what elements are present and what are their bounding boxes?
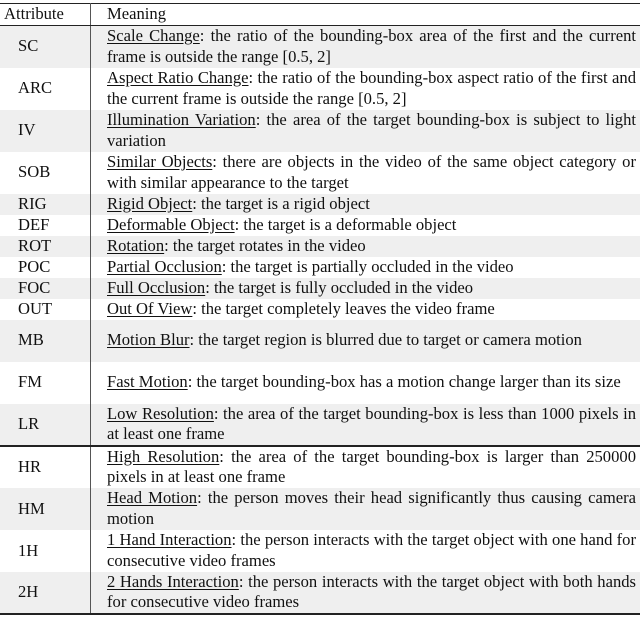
table-row bbox=[0, 194, 640, 215]
attribute-term: Rigid Object bbox=[107, 194, 192, 213]
attribute-meaning bbox=[91, 257, 640, 278]
table-row bbox=[0, 152, 640, 194]
attribute-code: HM bbox=[0, 488, 91, 530]
attribute-code: MB bbox=[0, 320, 91, 362]
attribute-description: : the area of the target bounding-box is subject to light variation bbox=[107, 110, 636, 150]
table-row bbox=[0, 404, 640, 446]
table-row bbox=[0, 215, 640, 236]
attribute-meaning bbox=[91, 152, 640, 194]
attribute-description: : the target is a rigid object bbox=[192, 194, 370, 213]
attribute-term: Rotation bbox=[107, 236, 164, 255]
table-row bbox=[0, 488, 640, 530]
attribute-meaning bbox=[91, 236, 640, 257]
attribute-term: Similar Objects bbox=[107, 152, 212, 171]
table-row bbox=[0, 278, 640, 299]
attribute-code: SC bbox=[0, 26, 91, 68]
attribute-description: : the area of the target bounding-box is larger than 250000 pixels in at least one frame bbox=[107, 447, 636, 487]
attribute-term: Head Motion bbox=[107, 488, 197, 507]
attribute-code: LR bbox=[0, 404, 91, 446]
attribute-description: : the area of the target bounding-box is less than 1000 pixels in at least one frame bbox=[107, 404, 636, 444]
attribute-term: 1 Hand Interaction bbox=[107, 530, 232, 549]
attribute-meaning bbox=[91, 530, 640, 572]
header-row bbox=[0, 4, 640, 26]
attribute-description: : the ratio of the bounding-box aspect ratio of the first and the current frame is outside the range [0.5, 2] bbox=[107, 68, 636, 108]
attribute-term: 2 Hands Interaction bbox=[107, 572, 239, 591]
attribute-code: RIG bbox=[0, 194, 91, 215]
attribute-description: : there are objects in the video of the same object category or with similar appearance to the target bbox=[107, 152, 636, 192]
attribute-term: Low Resolution bbox=[107, 404, 214, 423]
table-row bbox=[0, 110, 640, 152]
attribute-code: 2H bbox=[0, 572, 91, 614]
attribute-code: FM bbox=[0, 362, 91, 404]
attribute-description: : the person interacts with the target object with both hands for consecutive video frames bbox=[107, 572, 636, 612]
attribute-meaning bbox=[91, 446, 640, 488]
attribute-code: POC bbox=[0, 257, 91, 278]
attribute-code: 1H bbox=[0, 530, 91, 572]
table-row bbox=[0, 236, 640, 257]
attribute-term: Fast Motion bbox=[107, 372, 188, 391]
table-body bbox=[0, 26, 640, 615]
attribute-code: FOC bbox=[0, 278, 91, 299]
attribute-description: : the target region is blurred due to target or camera motion bbox=[190, 330, 582, 349]
attribute-meaning bbox=[91, 362, 640, 404]
attribute-term: Illumination Variation bbox=[107, 110, 256, 129]
attribute-meaning bbox=[91, 404, 640, 446]
attribute-term: Motion Blur bbox=[107, 330, 190, 349]
attribute-description: : the target is a deformable object bbox=[235, 215, 457, 234]
attribute-term: Partial Occlusion bbox=[107, 257, 222, 276]
attribute-code: ROT bbox=[0, 236, 91, 257]
header-meaning: Meaning bbox=[91, 4, 640, 26]
attribute-code: HR bbox=[0, 446, 91, 488]
attribute-description: : the target completely leaves the video frame bbox=[192, 299, 494, 318]
attributes-table bbox=[0, 3, 640, 615]
attribute-code: SOB bbox=[0, 152, 91, 194]
attribute-description: : the ratio of the bounding-box area of the first and the current frame is outside the range [0.5, 2] bbox=[107, 26, 636, 66]
attribute-code: OUT bbox=[0, 299, 91, 320]
table-row bbox=[0, 320, 640, 362]
table-row bbox=[0, 530, 640, 572]
table-row bbox=[0, 68, 640, 110]
attribute-meaning bbox=[91, 299, 640, 320]
attribute-code: ARC bbox=[0, 68, 91, 110]
attribute-description: : the target is fully occluded in the video bbox=[205, 278, 473, 297]
table-row bbox=[0, 572, 640, 614]
attribute-term: High Resolution bbox=[107, 447, 219, 466]
header-attribute: Attribute bbox=[0, 4, 91, 26]
attribute-term: Deformable Object bbox=[107, 215, 235, 234]
attribute-meaning bbox=[91, 320, 640, 362]
table-row bbox=[0, 299, 640, 320]
table-row bbox=[0, 362, 640, 404]
attribute-meaning bbox=[91, 110, 640, 152]
table-row bbox=[0, 446, 640, 488]
attribute-term: Out Of View bbox=[107, 299, 192, 318]
attribute-term: Aspect Ratio Change bbox=[107, 68, 249, 87]
attribute-meaning bbox=[91, 488, 640, 530]
attribute-description: : the target bounding-box has a motion change larger than its size bbox=[188, 372, 621, 391]
attribute-meaning bbox=[91, 215, 640, 236]
attribute-description: : the target rotates in the video bbox=[164, 236, 366, 255]
attribute-meaning bbox=[91, 68, 640, 110]
attribute-description: : the target is partially occluded in the video bbox=[222, 257, 514, 276]
table-row bbox=[0, 26, 640, 68]
attribute-code: DEF bbox=[0, 215, 91, 236]
attribute-meaning bbox=[91, 572, 640, 614]
attribute-description: : the person moves their head significantly thus causing camera motion bbox=[107, 488, 636, 528]
attribute-meaning bbox=[91, 278, 640, 299]
attribute-code: IV bbox=[0, 110, 91, 152]
attribute-term: Scale Change bbox=[107, 26, 200, 45]
table-row bbox=[0, 257, 640, 278]
attribute-term: Full Occlusion bbox=[107, 278, 205, 297]
attribute-meaning bbox=[91, 26, 640, 68]
attribute-description: : the person interacts with the target object with one hand for consecutive video frames bbox=[107, 530, 636, 570]
attribute-meaning bbox=[91, 194, 640, 215]
